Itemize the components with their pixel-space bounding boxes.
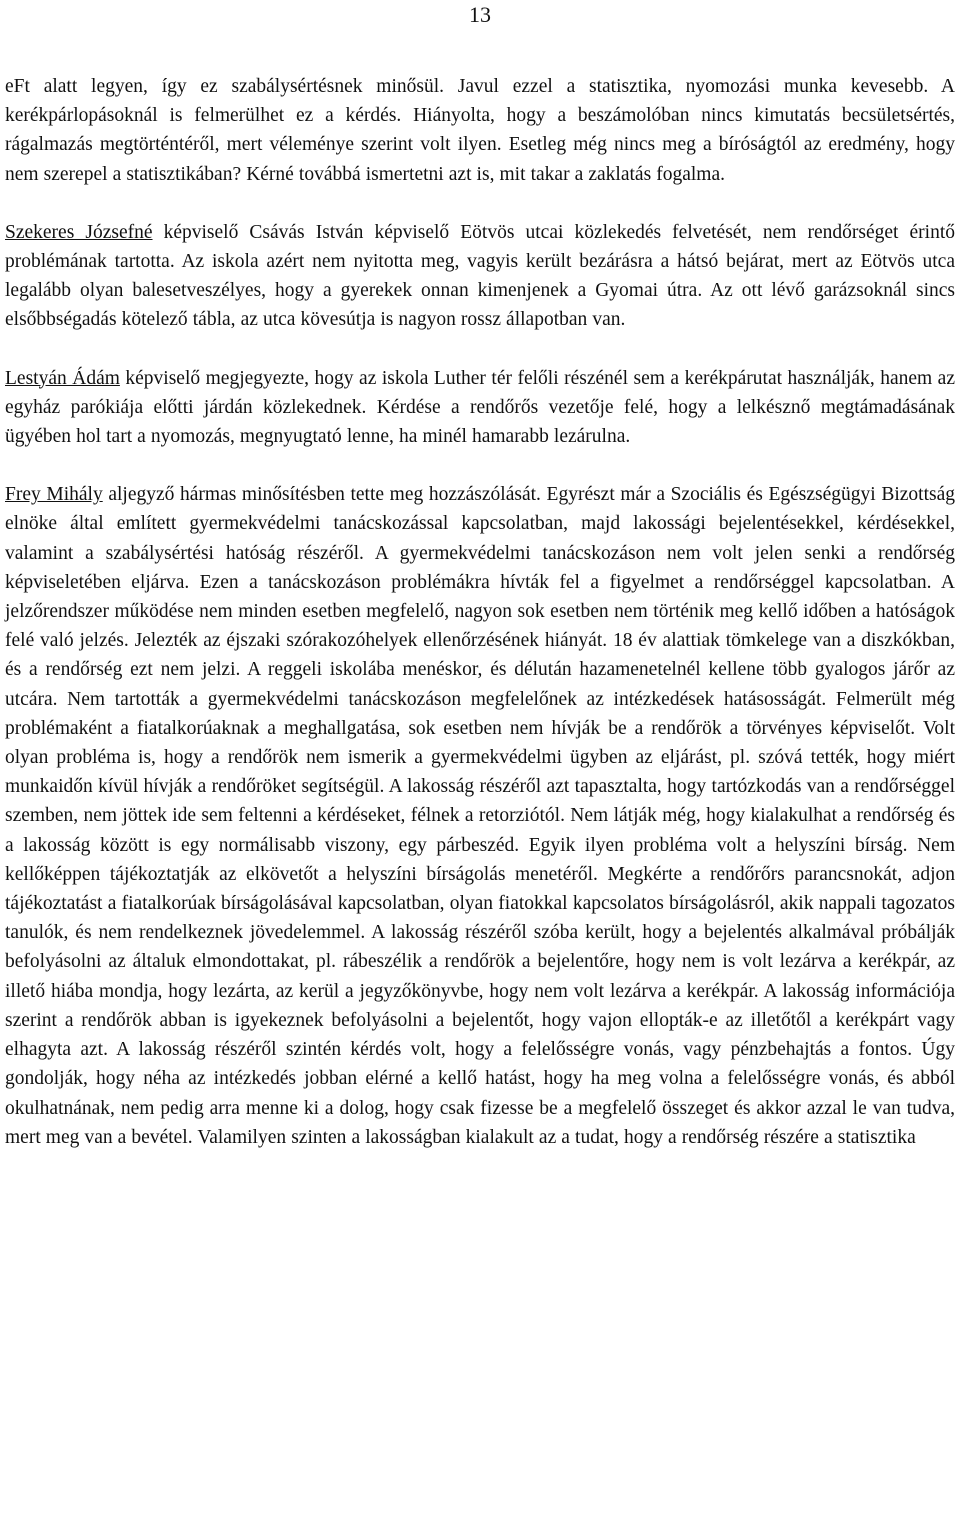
page-number: 13: [469, 2, 491, 27]
paragraph-frey: [5, 480, 955, 1152]
paragraph-text: aljegyző hármas minősítésben tette meg hozzászólását. Egyrészt már a Szociális és Egészségügyi Bizottság elnöke által említett gyermekvédelmi tanácskozással kapcsolatban, majd lakossági bejelentésekkel, kérdésekkel, valamint a szabálysértési hatóság részéről. A gyermekvédelmi tanácskozáson nem volt jelen senki a rendőrség képviseletében eljárva. Ezen a tanácskozáson problémákra hívták fel a figyelmet a rendőrséggel kapcsolatban. A jelzőrendszer működése nem minden esetben megfelelő, nagyon sok esetben nem történik meg kellő időben a hatóságok felé való jelzés. Jelezték az éjszaki szórakozóhelyek ellenőrzésének hiányát. 18 év alattiak tömkelege van a diszkókban, és a rendőrség ezt nem jelzi. A reggeli iskolába menéskor, és délután hazamenetelnél kellene több gyalogos járőr az utcára. Nem tartották a gyermekvédelmi tanácskozáson megfelelőnek az intézkedések hatásosságát. Felmerült még problémaként a fiatalkorúaknak a meghallgatása, sok esetben nem hívják be a rendőrök a törvényes képviselőt. Volt olyan probléma is, hogy a rendőrök nem ismerik a gyermekvédelmi ügyben az eljárást, pl. szóvá tették, hogy miért munkaidőn kívül hívják a rendőröket segítségül. A lakosság részéről azt tapasztalta, hogy tartózkodás van a rendőrséggel szemben, nem jöttek ide sem feltenni a kérdéseket, félnek a retorziótól. Nem látják még, hogy kialakulhat a rendőrség és a lakosság között is egy normálisabb viszony, egy párbeszéd. Egyik ilyen probléma volt a helyszíni bírság. Nem kellőképpen tájékoztatják az elkövetőt a helyszíni bírságolás menetéről. Megkérte a rendőrőrs parancsnokát, adjon tájékoztatást a fiatalkorúak bírságolásával kapcsolatban, olyan fiatokkal kapcsolatos bírságolásról, akik nappali tagozatos tanulók, és nem rendelkeznek jövedelemmel. A lakosság részéről szóba került, hogy a bejelentés alkalmával próbálják befolyásolni az általuk elmondottakat, pl. rábeszélik a rendőrök a bejelentőre, hogy nem is volt lezárva a kerékpár, az illető hiába mondja, hogy lezárta, az kerül a jegyzőkönyvbe, hogy nem volt lezárva a kerékpár. A lakosság információja szerint a rendőrök abban is igyekeznek befolyásolni a bejelentőt, hogy vajon ellopták-e az illetőtől a kerékpárt vagy elhagyta azt. A lakosság részéről szintén kérdés volt, hogy a felelősségre vonás, vagy pénzbehajtás a fontos. Úgy gondolják, hogy néha az intézkedés jobban elérné a kellő hatást, hogy ha meg volna a felelősségre vonás, és abból okulhatnának, nem pedig arra menne ki a dolog, hogy csak fizesse be a megfelelő összeget és akkor azzal le van tudva, mert meg van a bevétel. Valamilyen szinten a lakosságban kialakult az a tudat, hogy a rendőrség részére a statisztika: [5, 484, 955, 1148]
document-body: [5, 72, 955, 1152]
paragraph-continuation: [5, 72, 955, 189]
speaker-name: Szekeres Józsefné: [5, 221, 153, 243]
paragraph-lestyan: [5, 364, 955, 452]
paragraph-text: képviselő megjegyezte, hogy az iskola Luther tér felőli részénél sem a kerékpárutat használják, hanem az egyház parókiája előtti járdán közlekednek. Kérdése a rendőrős vezetője felé, hogy a lelkésznő megtámadásának ügyében hol tart a nyomozás, megnyugtató lenne, ha minél hamarabb lezárulna.: [5, 367, 955, 448]
paragraph-szekeres: [5, 218, 955, 335]
speaker-name: Frey Mihály: [5, 484, 103, 506]
paragraph-text: eFt alatt legyen, így ez szabálysértésnek minősül. Javul ezzel a statisztika, nyomozási munka kevesebb. A kerékpárlopásoknál is felmerülhet ez a kérdés. Hiányolta, hogy a beszámolóban nincs kimutatás becsületsértés, rágalmazás megtörténtéről, mert véleménye szerint volt ilyen. Esetleg még nincs meg a bíróságtól az eredmény, hogy nem szerepel a statisztikában? Kérné továbbá ismertetni azt is, mit takar a zaklatás fogalma.: [5, 76, 955, 185]
paragraph-text: képviselő Csávás István képviselő Eötvös utcai közlekedés felvetését, nem rendőrséget érintő problémának tartotta. Az iskola azért nem nyitotta meg, vagyis került bezárásra a hátsó bejárat, mert az Eötvös utca legalább olyan balesetveszélyes, hogy a gyerekek onnan kimenjenek a Gyomai útra. Az ott lévő garázsoknál sincs elsőbbségadás kötelező tábla, az utca kövesútja is nagyon rossz állapotban van.: [5, 221, 955, 331]
speaker-name: Lestyán Ádám: [5, 367, 120, 389]
